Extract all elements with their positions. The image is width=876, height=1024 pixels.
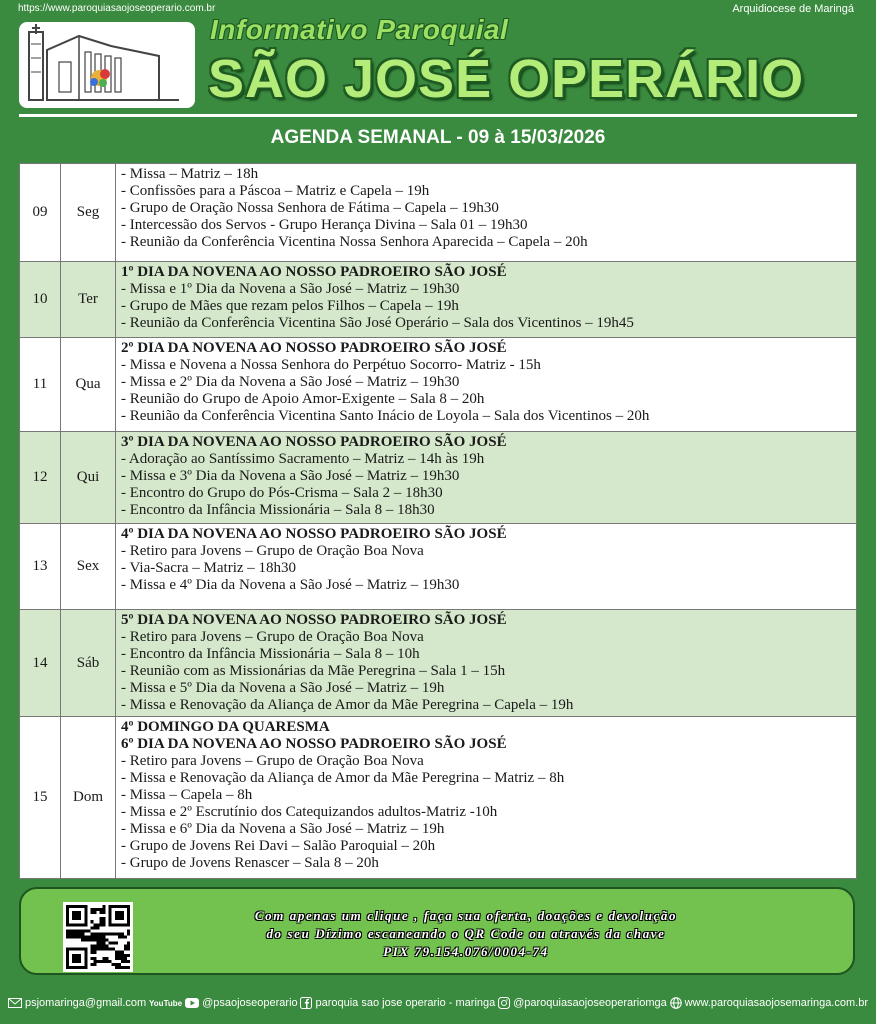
event-list — [116, 164, 857, 262]
qr-code[interactable] — [63, 902, 133, 972]
donation-banner — [19, 887, 855, 975]
event-list — [116, 610, 857, 717]
event-item: - Missa e 2º Escrutínio dos Catequizandos adultos-Matriz -10h — [121, 804, 498, 820]
weekday: Qui — [61, 432, 116, 524]
donation-text — [171, 907, 761, 961]
agenda-row — [20, 524, 857, 610]
event-heading: 6º DIA DA NOVENA AO NOSSO PADROEIRO SÃO JOSÉ — [121, 736, 507, 752]
donation-line: do seu Dízimo escaneando o QR Code ou através da chave — [266, 926, 666, 941]
weekday: Qua — [61, 338, 116, 432]
event-heading: 2º DIA DA NOVENA AO NOSSO PADROEIRO SÃO JOSÉ — [121, 340, 507, 356]
event-list — [116, 262, 857, 338]
day-number: 12 — [20, 432, 61, 524]
footer-website[interactable] — [670, 997, 868, 1009]
day-number: 11 — [20, 338, 61, 432]
day-number: 15 — [20, 717, 61, 879]
mail-icon — [8, 998, 22, 1008]
youtube-icon: YouTube — [149, 998, 183, 1008]
agenda-row — [20, 432, 857, 524]
globe-icon — [670, 997, 682, 1009]
event-item: - Grupo de Jovens Renascer – Sala 8 – 20h — [121, 855, 379, 871]
event-item: - Reunião com as Missionárias da Mãe Peregrina – Sala 1 – 15h — [121, 663, 506, 679]
event-item: - Intercessão dos Servos - Grupo Herança Divina – Sala 01 – 19h30 — [121, 217, 528, 233]
event-list — [116, 717, 857, 879]
agenda-row — [20, 338, 857, 432]
footer-email[interactable] — [8, 997, 146, 1009]
top-url[interactable]: https://www.paroquiasaojoseoperario.com.br — [18, 3, 216, 14]
event-item: - Missa e 2º Dia da Novena a São José – Matriz – 19h30 — [121, 374, 460, 390]
header-divider — [19, 114, 857, 117]
day-number: 09 — [20, 164, 61, 262]
donation-line: PIX 79.154.076/0004-74 — [383, 944, 549, 959]
event-heading: 5º DIA DA NOVENA AO NOSSO PADROEIRO SÃO JOSÉ — [121, 612, 507, 628]
event-item: - Missa e 3º Dia da Novena a São José – Matriz – 19h30 — [121, 468, 460, 484]
weekday: Sex — [61, 524, 116, 610]
event-item: - Missa e Renovação da Aliança de Amor da Mãe Peregrina – Matriz – 8h — [121, 770, 565, 786]
email-text: psjomaringa@gmail.com — [25, 997, 147, 1009]
agenda-row — [20, 610, 857, 717]
event-heading: 4º DIA DA NOVENA AO NOSSO PADROEIRO SÃO JOSÉ — [121, 526, 507, 542]
youtube-text: @psaojoseoperario — [202, 997, 298, 1009]
event-heading: 4º DOMINGO DA QUARESMA — [121, 719, 330, 735]
event-list — [116, 524, 857, 610]
event-item: - Grupo de Mães que rezam pelos Filhos – Capela – 19h — [121, 298, 459, 314]
footer-youtube[interactable] — [149, 997, 298, 1009]
day-number: 14 — [20, 610, 61, 717]
event-item: - Missa e Novena a Nossa Senhora do Perpétuo Socorro- Matriz - 15h — [121, 357, 541, 373]
day-number: 13 — [20, 524, 61, 610]
event-list — [116, 338, 857, 432]
church-logo — [19, 22, 195, 108]
event-item: - Reunião da Conferência Vicentina Santo Inácio de Loyola – Sala dos Vicentinos – 20h — [121, 408, 650, 424]
footer-facebook[interactable] — [300, 997, 495, 1009]
agenda-row — [20, 717, 857, 879]
facebook-icon — [300, 997, 312, 1009]
agenda-title: AGENDA SEMANAL - 09 à 15/03/2026 — [270, 127, 606, 148]
event-heading: 3º DIA DA NOVENA AO NOSSO PADROEIRO SÃO JOSÉ — [121, 434, 507, 450]
event-item: - Retiro para Jovens – Grupo de Oração Boa Nova — [121, 629, 424, 645]
event-heading: 1º DIA DA NOVENA AO NOSSO PADROEIRO SÃO JOSÉ — [121, 264, 507, 280]
event-item: - Missa e 1º Dia da Novena a São José – Matriz – 19h30 — [121, 281, 460, 297]
footer-instagram[interactable] — [498, 997, 667, 1009]
subtitle: Informativo Paroquial — [210, 14, 509, 45]
event-item: - Retiro para Jovens – Grupo de Oração Boa Nova — [121, 753, 424, 769]
event-item: - Missa e Renovação da Aliança de Amor da Mãe Peregrina – Capela – 19h — [121, 697, 574, 713]
website-text: www.paroquiasaojosemaringa.com.br — [684, 997, 868, 1009]
event-item: - Reunião da Conferência Vicentina Nossa Senhora Aparecida – Capela – 20h — [121, 234, 588, 250]
event-item: - Missa e 6º Dia da Novena a São José – Matriz – 19h — [121, 821, 445, 837]
donation-line: Com apenas um clique , faça sua oferta, doações e devolução — [254, 908, 678, 923]
youtube-play-icon — [185, 998, 199, 1008]
weekday: Dom — [61, 717, 116, 879]
event-item: - Encontro da Infância Missionária – Sala 8 – 18h30 — [121, 502, 435, 518]
footer — [8, 997, 868, 1009]
event-item: - Grupo de Oração Nossa Senhora de Fátima – Capela – 19h30 — [121, 200, 499, 216]
facebook-text: paroquia sao jose operario - maringa — [315, 997, 496, 1009]
agenda-row — [20, 164, 857, 262]
event-item: - Adoração ao Santíssimo Sacramento – Matriz – 14h às 19h — [121, 451, 485, 467]
weekday: Ter — [61, 262, 116, 338]
weekday: Seg — [61, 164, 116, 262]
diocese-label: Arquidiocese de Maringá — [732, 3, 854, 15]
day-number: 10 — [20, 262, 61, 338]
agenda-table — [19, 163, 857, 879]
page-title: SÃO JOSÉ OPERÁRIO — [208, 49, 805, 109]
weekday: Sáb — [61, 610, 116, 717]
event-item: - Reunião do Grupo de Apoio Amor-Exigente – Sala 8 – 20h — [121, 391, 485, 407]
event-item: - Retiro para Jovens – Grupo de Oração Boa Nova — [121, 543, 424, 559]
event-item: - Reunião da Conferência Vicentina São José Operário – Sala dos Vicentinos – 19h45 — [121, 315, 634, 331]
event-item: - Missa – Capela – 8h — [121, 787, 253, 803]
agenda-row — [20, 262, 857, 338]
instagram-icon — [498, 997, 510, 1009]
event-list — [116, 432, 857, 524]
event-item: - Confissões para a Páscoa – Matriz e Capela – 19h — [121, 183, 430, 199]
event-item: - Grupo de Jovens Rei Davi – Salão Paroquial – 20h — [121, 838, 436, 854]
event-item: - Missa – Matriz – 18h — [121, 166, 259, 182]
event-item: - Missa e 4º Dia da Novena a São José – Matriz – 19h30 — [121, 577, 460, 593]
event-item: - Missa e 5º Dia da Novena a São José – Matriz – 19h — [121, 680, 445, 696]
event-item: - Encontro da Infância Missionária – Sala 8 – 10h — [121, 646, 420, 662]
event-item: - Via-Sacra – Matriz – 18h30 — [121, 560, 297, 576]
event-item: - Encontro do Grupo do Pós-Crisma – Sala 2 – 18h30 — [121, 485, 443, 501]
instagram-text: @paroquiasaojoseoperariomga — [513, 997, 667, 1009]
